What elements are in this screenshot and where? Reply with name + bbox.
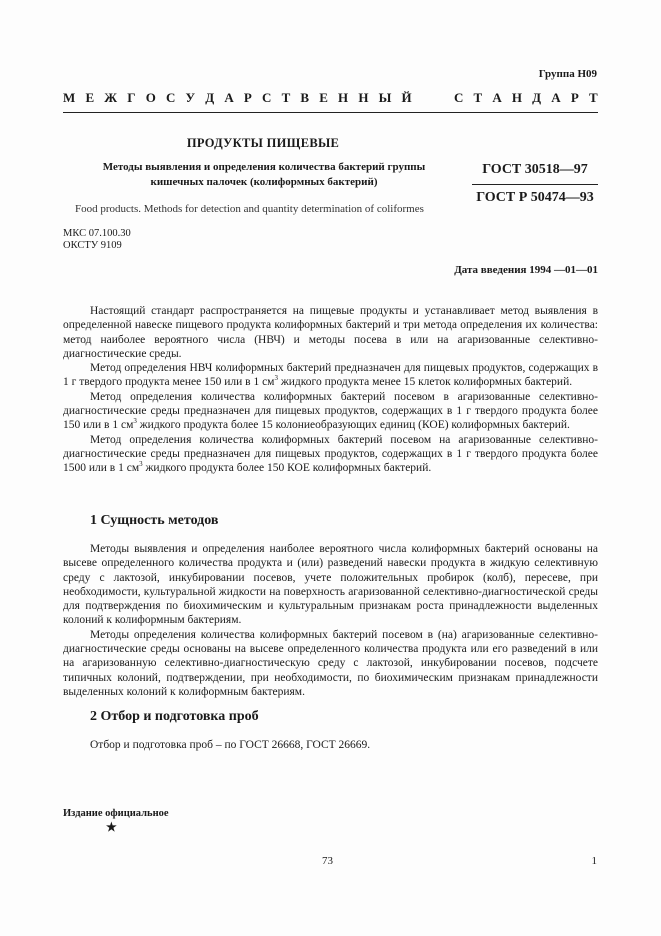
gost-number-2: ГОСТ Р 50474—93 xyxy=(476,190,594,205)
gost-number-1: ГОСТ 30518—97 xyxy=(472,162,598,185)
banner-letter: О xyxy=(145,90,156,105)
official-edition-label: Издание официальное xyxy=(63,808,169,819)
banner-letter: Р xyxy=(243,90,252,105)
section-1-paragraph-2: Методы определения количества колиформных бактерий посевом в (на) агаризованные селективно-диагностические среды основаны на высеве определенного количества продукта или его разведений в или на агаризованную селективно-диагностическую среду с лактозой, инкубировании посевов, подсчете типичных колоний, подтверждении, при необходимости, по биохимическим признакам принадлежности выделенных колоний к колиформным бактериям. xyxy=(63,628,598,698)
banner-letter: Д xyxy=(205,90,215,105)
header-rule xyxy=(63,112,598,113)
gost-number-block xyxy=(472,162,598,206)
introduction-date: Дата введения 1994 —01—01 xyxy=(454,264,598,276)
section-1-heading: 1 Сущность методов xyxy=(90,513,219,528)
english-title: Food products. Methods for detection and quantity determination of coliformes xyxy=(75,203,424,215)
document-subtitle xyxy=(78,160,450,190)
banner-letter: С xyxy=(166,90,176,105)
banner-letter: Е xyxy=(319,90,328,105)
banner-letter: Н xyxy=(338,90,349,105)
classification-codes xyxy=(63,228,131,252)
banner-letter: С xyxy=(453,90,464,105)
page-number-right: 1 xyxy=(591,855,597,867)
intro-paragraph-1: Настоящий стандарт распространяется на пищевые продукты и устанавливает метод выявления в определенной навеске пищевого продукта колиформных бактерий и три метода определения их количества: метод наиболее вероятного числа (НВЧ) и методы посева в или на агаризованные селективно-диагностические среды. xyxy=(63,305,598,360)
banner-letter: Е xyxy=(85,90,95,105)
banner-letter: Р xyxy=(570,90,579,105)
banner-letter: Г xyxy=(127,90,136,105)
banner-letter: Т xyxy=(588,90,598,105)
group-code: Группа Н09 xyxy=(538,68,597,80)
banner-letter: Ж xyxy=(104,90,118,105)
section-1-text xyxy=(63,542,598,699)
banner-letter: Н xyxy=(511,90,523,105)
banner-letter: А xyxy=(224,90,234,105)
banner-letter: Д xyxy=(532,90,542,105)
banner-letter: Т xyxy=(473,90,483,105)
intro-paragraph-2: Метод определения НВЧ колиформных бактерий предназначен для пищевых продуктов, содержащих в 1 г твердого продукта менее 150 или в 1 $см^3$ жидкого продукта менее 15 клеток колиформных бактерий. xyxy=(63,362,598,389)
intro-paragraph-4: Метод определения количества колиформных бактерий посевом на агаризованные селективно-диагностические среды предназначен для пищевых продуктов, содержащих в 1 г твердого продукта более 1500 или в 1 $см^3$ жидкого продукта более 150 КОЕ колиформных бактерий. xyxy=(63,433,598,475)
banner-gap xyxy=(422,90,444,106)
banner-letter: М xyxy=(63,90,76,105)
subtitle-line-2: кишечных палочек (колиформных бактерий) xyxy=(150,176,378,188)
banner-letter: Й xyxy=(401,90,412,105)
banner-letter: А xyxy=(551,90,561,105)
mks-code: МКС 07.100.30 xyxy=(63,228,131,239)
okstu-code: ОКСТУ 9109 xyxy=(63,240,122,251)
banner-letter: Ы xyxy=(378,90,392,105)
star-icon: ★ xyxy=(106,820,117,834)
document-title: ПРОДУКТЫ ПИЩЕВЫЕ xyxy=(186,136,340,150)
banner-letter: В xyxy=(300,90,310,105)
banner-letter: А xyxy=(492,90,502,105)
page-number-center: 73 xyxy=(322,855,333,867)
section-2-heading: 2 Отбор и подготовка проб xyxy=(90,709,259,724)
standard-banner xyxy=(63,90,598,106)
intro-paragraph-3: Метод определения количества колиформных бактерий посевом в агаризованные селективно-диагностические среды предназначен для пищевых продуктов, содержащих в 1 г твердого продукта более 150 или в 1 $см^3$ жидкого продукта более 15 колониеобразующих единиц (КОЕ) колиформных бактерий. xyxy=(63,390,598,432)
banner-letter: Н xyxy=(358,90,369,105)
banner-letter: Т xyxy=(281,90,291,105)
section-1-paragraph-1: Методы выявления и определения наиболее вероятного числа колиформных бактерий основаны на высеве определенного количества продукта и (или) разведений навески продукта в жидкую селективную среду с лактозой, инкубировании посевов, учете положительных пробирок (колб), пересеве, при необходимости, культуральной жидкости на поверхность агаризованной селективно-диагностической среды для подтверждения по биохимическим и культуральным признакам роста принадлежности выделенных колоний к колиформным бактериям. xyxy=(63,543,598,627)
subtitle-line-1: Методы выявления и определения количества бактерий группы xyxy=(102,161,426,173)
section-2-text xyxy=(63,738,598,752)
intro-text xyxy=(63,304,598,476)
banner-letter: С xyxy=(262,90,272,105)
banner-letter: У xyxy=(185,90,196,105)
section-2-paragraph-1: Отбор и подготовка проб – по ГОСТ 26668, ГОСТ 26669. xyxy=(90,739,371,751)
